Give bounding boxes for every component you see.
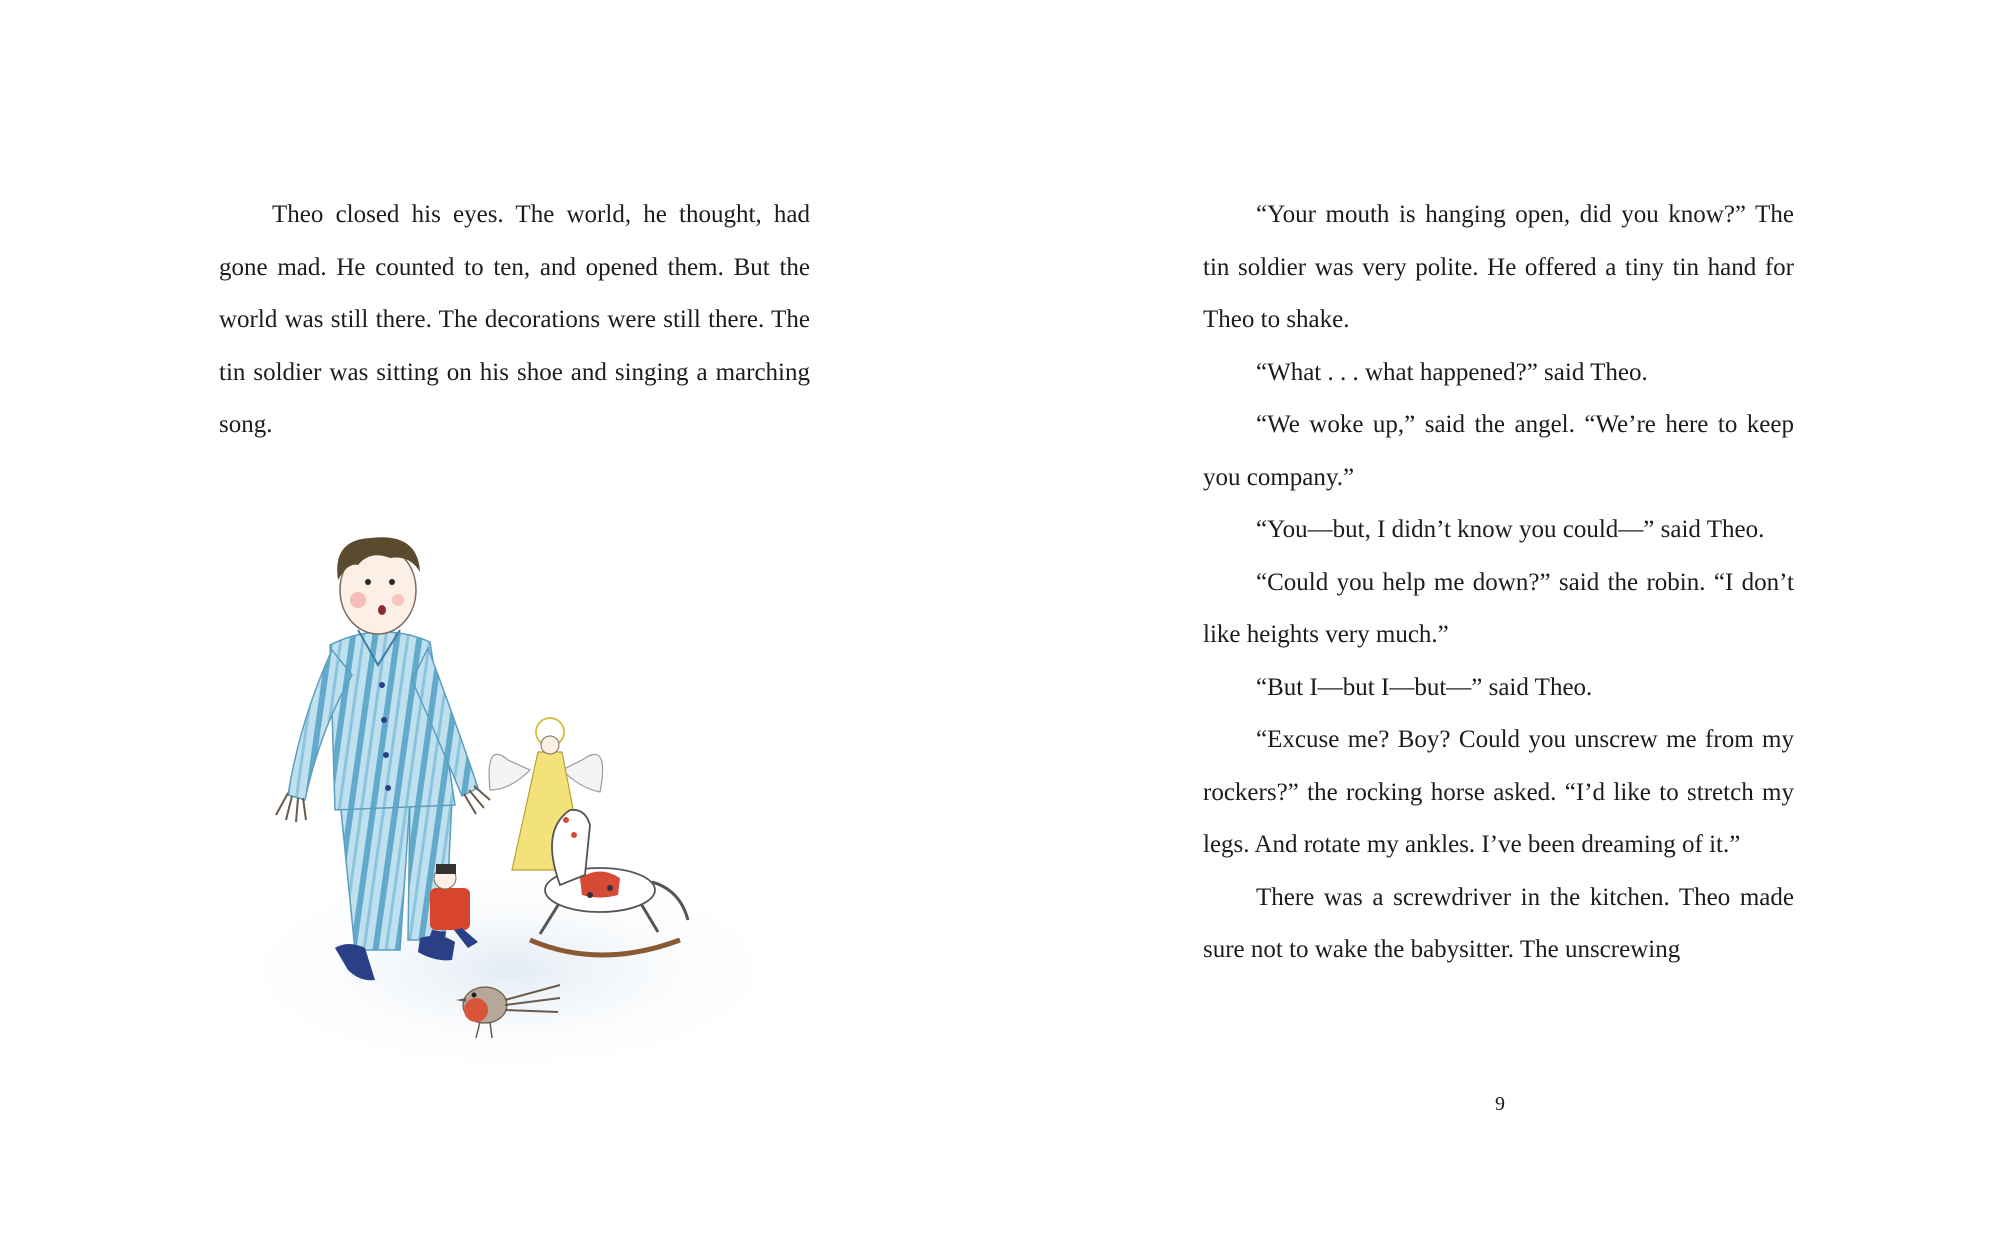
right-page <box>1000 0 2000 1249</box>
right-text-block <box>1203 189 1794 977</box>
boy-with-toys-illustration <box>240 470 830 1170</box>
paragraph: “You—but, I didn’t know you could—” said Theo. <box>1256 516 1765 543</box>
paragraph: “Your mouth is hanging open, did you know?” The tin soldier was very polite. He offered a tiny tin hand for Theo to shake. <box>1203 201 1794 333</box>
paragraph: “What . . . what happened?” said Theo. <box>1256 358 1648 386</box>
paragraph: “Could you help me down?” said the robin. “I don’t like heights very much.” <box>1203 568 1794 648</box>
left-text-block <box>219 189 810 452</box>
page-number: 9 <box>1495 1093 1505 1115</box>
floor-shadow <box>240 860 800 1080</box>
paragraph: Theo closed his eyes. The world, he thought, had gone mad. He counted to ten, and opened them. But the world was still there. The decorations were still there. The tin soldier was sitting on his shoe and singing a marching song. <box>219 201 810 438</box>
page-number-container <box>1000 1093 2000 1116</box>
paragraph: “Excuse me? Boy? Could you unscrew me from my rockers?” the rocking horse asked. “I’d like to stretch my legs. And rotate my ankles. I’ve been dreaming of it.” <box>1203 726 1794 858</box>
paragraph: “But I—but I—but—” said Theo. <box>1256 673 1593 701</box>
paragraph: “We woke up,” said the angel. “We’re here to keep you company.” <box>1203 411 1794 491</box>
paragraph: There was a screwdriver in the kitchen. Theo made sure not to wake the babysitter. The unscrewing <box>1203 883 1794 963</box>
illustration-svg <box>240 470 830 1170</box>
